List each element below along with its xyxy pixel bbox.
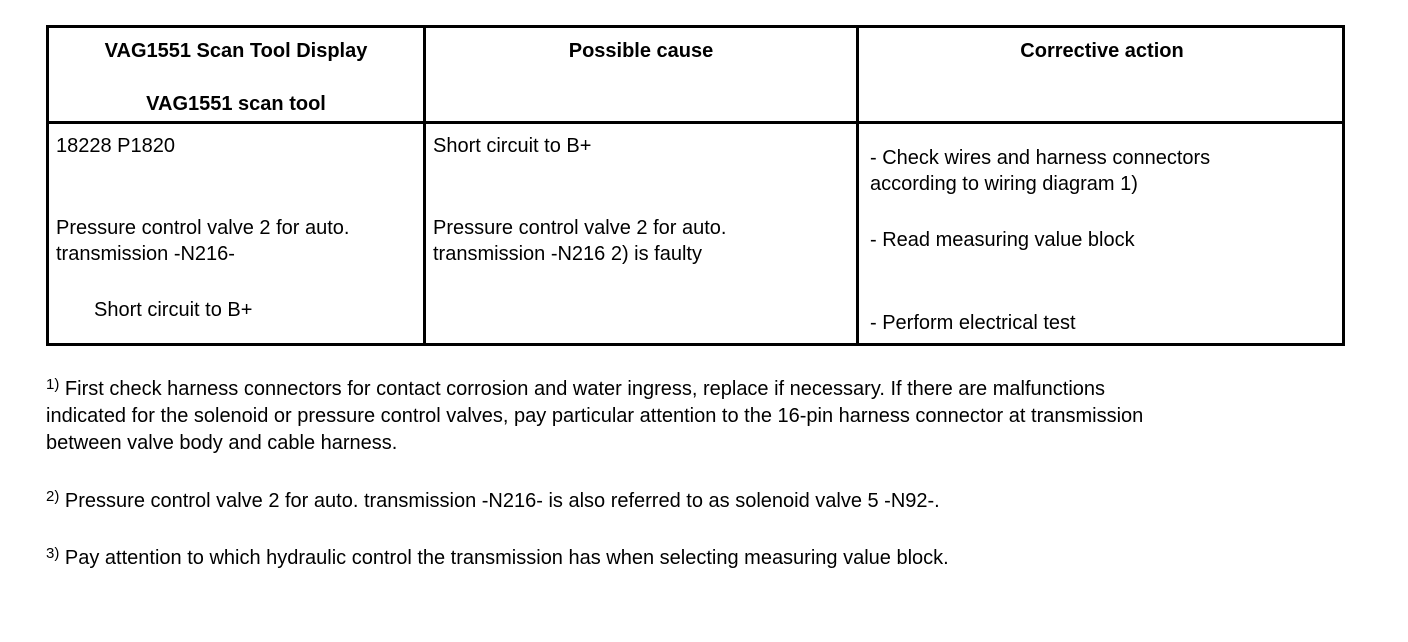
fault-code: 18228 P1820 bbox=[56, 135, 176, 157]
header-possible-cause: Possible cause bbox=[568, 40, 714, 62]
component-name-line-2: transmission -N216- bbox=[56, 243, 235, 265]
action-electrical-test: - Perform electrical test bbox=[870, 312, 1076, 334]
footnote-3 bbox=[46, 545, 949, 571]
footnote-3-text: Pay attention to which hydraulic control the transmission has when selecting measuring value block. bbox=[64, 547, 949, 569]
component-name-line-1: Pressure control valve 2 for auto. bbox=[56, 217, 350, 239]
header-scan-tool: VAG1551 scan tool bbox=[146, 93, 326, 115]
footnote-1-line-3: between valve body and cable harness. bbox=[46, 432, 398, 454]
footnote-1-marker: 1) bbox=[46, 376, 60, 393]
action-check-wires-line-1: - Check wires and harness connectors bbox=[870, 147, 1211, 169]
footnote-2-marker: 2) bbox=[46, 488, 60, 505]
column-divider-1 bbox=[423, 28, 426, 343]
header-scan-tool-display: VAG1551 Scan Tool Display bbox=[104, 40, 368, 62]
footnote-2 bbox=[46, 488, 940, 514]
action-check-wires-line-2: according to wiring diagram 1) bbox=[870, 173, 1138, 195]
cause-valve-line-1: Pressure control valve 2 for auto. bbox=[433, 217, 727, 239]
fault-description: Short circuit to B+ bbox=[94, 299, 253, 321]
footnote-1-line-2: indicated for the solenoid or pressure control valves, pay particular attention to the 16-pin harness connector at transmission bbox=[46, 405, 1144, 427]
diagnostic-table bbox=[46, 25, 1345, 346]
cause-short-circuit: Short circuit to B+ bbox=[433, 135, 592, 157]
cause-valve-line-2: transmission -N216 2) is faulty bbox=[433, 243, 702, 265]
footnote-1-text: First check harness connectors for contact corrosion and water ingress, replace if necessary. If there are malfunctions bbox=[64, 378, 1106, 400]
column-divider-2 bbox=[856, 28, 859, 343]
footnote-2-text: Pressure control valve 2 for auto. transmission -N216- is also referred to as solenoid valve 5 -N92-. bbox=[64, 490, 940, 512]
header-corrective-action: Corrective action bbox=[1020, 40, 1184, 62]
header-divider bbox=[49, 121, 1342, 124]
footnote-1-line-1 bbox=[46, 376, 1105, 402]
action-read-value-block: - Read measuring value block bbox=[870, 229, 1135, 251]
footnote-3-marker: 3) bbox=[46, 545, 60, 562]
